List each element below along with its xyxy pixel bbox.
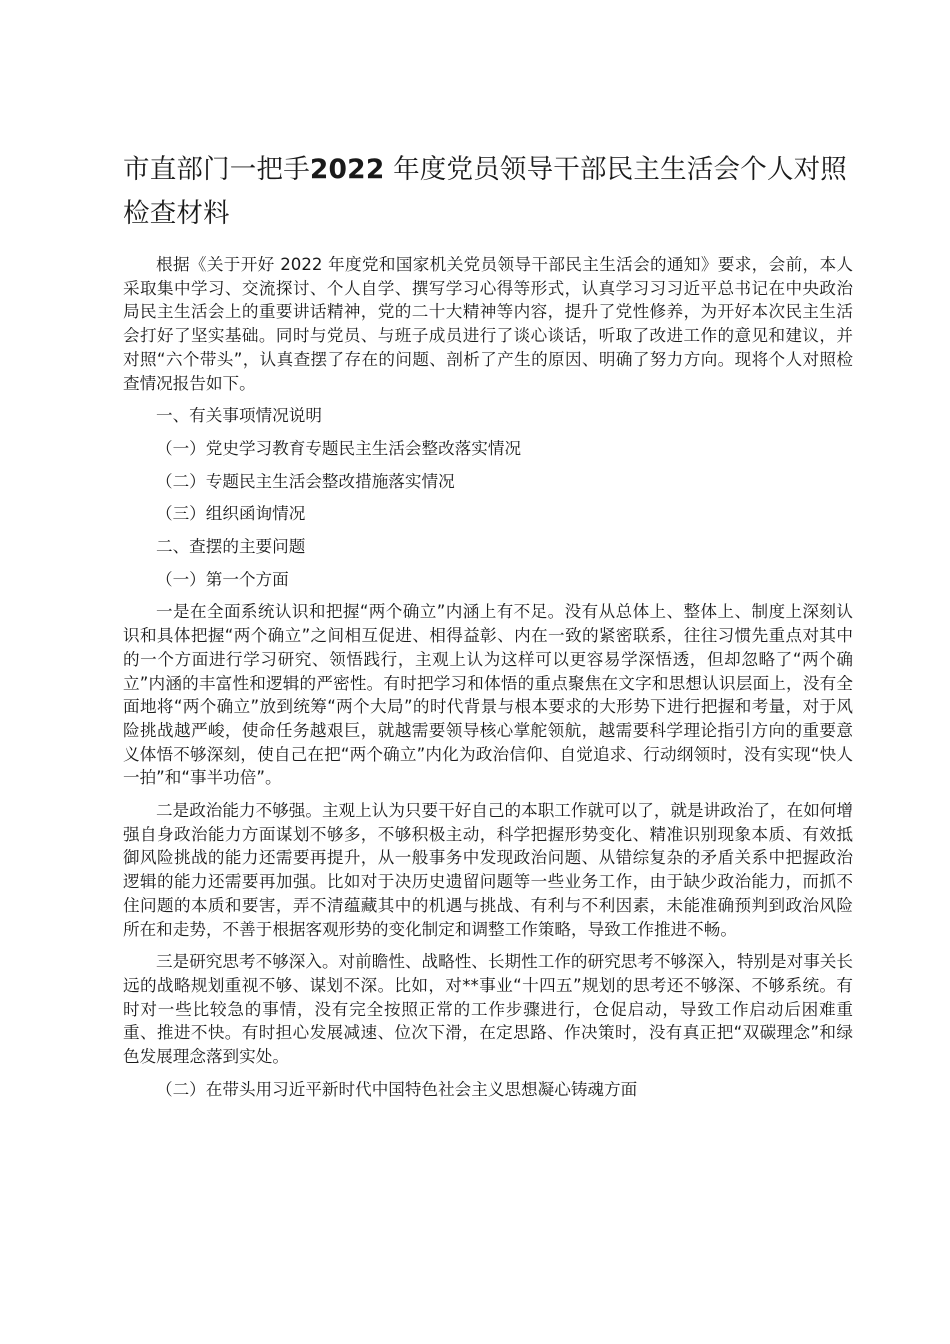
document-title <box>123 148 853 236</box>
section-1-item-2: （二）专题民主生活会整改措施落实情况 <box>156 471 455 491</box>
intro-paragraph: 根据《关于开好 2022 年度党和国家机关党员领导干部民主生活会的通知》要求，会前，本人采取集中学习、交流探讨、个人自学、撰写学习心得等形式，认真学习习习近平总书记在中央政治局民主生活会上的重要讲话精神，党的二十大精神等内容，提升了党性修养，为开好本次民主生活会打好了坚实基础。同时与党员、与班子成员进行了谈心谈话，听取了改进工作的意见和建议，并对照“六个带头”，认真查摆了存在的问题、剖析了产生的原因、明确了努力方向。现将个人对照检查情况报告如下。 <box>123 255 853 393</box>
problem-paragraph-1: 一是在全面系统认识和把握“两个确立”内涵上有不足。没有从总体上、整体上、制度上深刻认识和具体把握“两个确立”之间相互促进、相得益彰、内在一致的紧密联系，往往习惯先重点对其中的一个方面进行学习研究、领悟践行，主观上认为这样可以更容易学深悟透，但却忽略了“两个确立”内涵的丰富性和逻辑的严密性。有时把学习和体悟的重点聚焦在文字和思想认识层面上，没有全面地将“两个确立”放到统筹“两个大局”的时代背景与根本要求的大形势下进行把握和考量，对于风险挑战越严峻，使命任务越艰巨，就越需要领导核心掌舵领航，越需要科学理论指引方向的重要意义体悟不够深刻，使自己在把“两个确立”内化为政治信仰、自觉追求、行动纲领时，没有实现“快人一拍”和“事半功倍”。 <box>123 602 853 788</box>
section-heading-2: 二、查摆的主要问题 <box>156 537 306 557</box>
problem-paragraph-3: 三是研究思考不够深入。对前瞻性、战略性、长期性工作的研究思考不够深入，特别是对事关长远的战略规划重视不够、谋划不深。比如，对**事业“十四五”规划的思考还不够深、不够系统。有时对一些比较急的事情，没有完全按照正常的工作步骤进行，仓促启动，导致工作启动后困难重重、推进不快。有时担心发展减速、位次下滑，在定思路、作决策时，没有真正把“双碳理念”和绿色发展理念落到实处。 <box>123 952 853 1067</box>
document-page <box>123 148 853 1111</box>
section-1-item-3: （三）组织函询情况 <box>156 504 306 524</box>
title-part2: 年度党员领导干部民主生活会个人对照检查材料 <box>123 154 847 229</box>
section-2-item-2: （二）在带头用习近平新时代中国特色社会主义思想凝心铸魂方面 <box>156 1079 638 1099</box>
problem-paragraph-2: 二是政治能力不够强。主观上认为只要干好自己的本职工作就可以了，就是讲政治了，在如何增强自身政治能力方面谋划不够多，不够积极主动，科学把握形势变化、精准识别现象本质、有效抵御风险挑战的能力还需要再提升，从一般事务中发现政治问题、从错综复杂的矛盾关系中把握政治逻辑的能力还需要再加强。比如对于决历史遗留问题等一些业务工作，由于缺少政治能力，而抓不住问题的本质和要害，弄不清蕴藏其中的机遇与挑战、有利与不利因素，未能准确预判到政治风险所在和走势，不善于根据客观形势的变化制定和调整工作策略，导致工作推进不畅。 <box>123 801 853 939</box>
section-heading-1: 一、有关事项情况说明 <box>156 406 322 426</box>
title-year: 2022 <box>309 154 385 185</box>
section-1-item-1: （一）党史学习教育专题民主生活会整改落实情况 <box>156 438 522 458</box>
title-part1: 市直部门一把手 <box>123 154 310 185</box>
section-2-item-1: （一）第一个方面 <box>156 569 289 589</box>
